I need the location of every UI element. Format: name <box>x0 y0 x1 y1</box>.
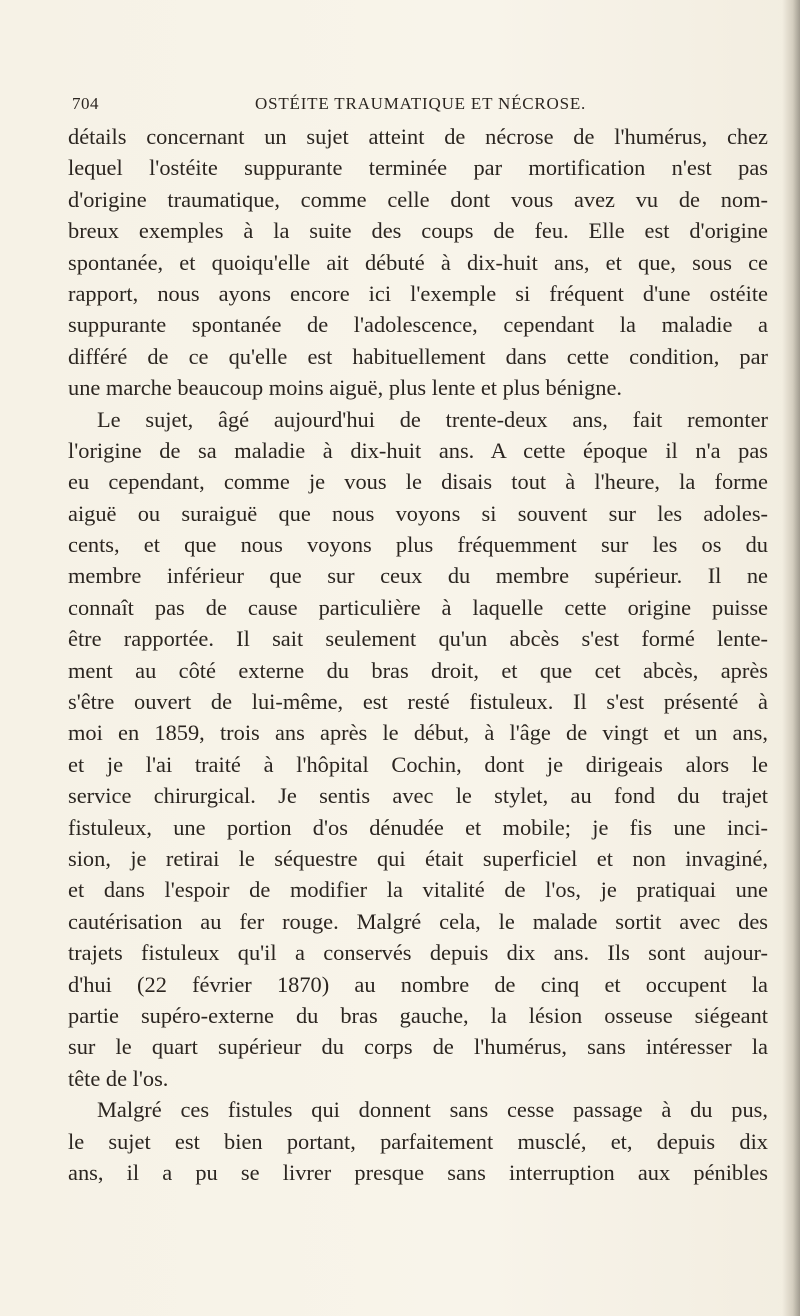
page-header <box>72 94 772 118</box>
text-line: sur le quart supérieur du corps de l'humérus, sans intéresser la <box>68 1034 768 1060</box>
page-edge-shadow <box>782 0 800 1316</box>
text-line: d'origine traumatique, comme celle dont vous avez vu de nom- <box>68 186 768 212</box>
text-line: service chirurgical. Je sentis avec le stylet, au fond du trajet <box>68 783 768 809</box>
text-line: une marche beaucoup moins aiguë, plus lente et plus bénigne. <box>68 375 623 401</box>
text-line: spontanée, et quoiqu'elle ait débuté à dix-huit ans, et que, sous ce <box>68 249 768 275</box>
text-line: tête de l'os. <box>68 1065 169 1091</box>
text-line: rapport, nous ayons encore ici l'exemple si fréquent d'une ostéite <box>68 280 768 306</box>
text-line: cautérisation au fer rouge. Malgré cela, le malade sortit avec des <box>68 908 768 934</box>
page-number: 704 <box>72 94 99 113</box>
text-line: ment au côté externe du bras droit, et que cet abcès, après <box>68 657 768 683</box>
text-line: fistuleux, une portion d'os dénudée et mobile; je fis une inci- <box>68 814 768 840</box>
text-line: détails concernant un sujet atteint de nécrose de l'humérus, chez <box>68 124 768 149</box>
text-line: et je l'ai traité à l'hôpital Cochin, dont je dirigeais alors le <box>68 751 768 777</box>
paragraph-first-line: Malgré ces fistules qui donnent sans cesse passage à du pus, <box>97 1097 768 1123</box>
text-line: connaît pas de cause particulière à laquelle cette origine puisse <box>68 594 768 620</box>
text-line: sion, je retirai le séquestre qui était superficiel et non invaginé, <box>68 845 768 871</box>
text-line: trajets fistuleux qu'il a conservés depuis dix ans. Ils sont aujour- <box>68 940 768 966</box>
text-line: suppurante spontanée de l'adolescence, cependant la maladie a <box>68 312 768 338</box>
running-title: OSTÉITE TRAUMATIQUE ET NÉCROSE. <box>255 94 587 113</box>
text-line: moi en 1859, trois ans après le début, à l'âge de vingt et un ans, <box>68 720 768 746</box>
paragraph-first-line: Le sujet, âgé aujourd'hui de trente-deux ans, fait remonter <box>97 406 768 432</box>
text-line: membre inférieur que sur ceux du membre supérieur. Il ne <box>68 563 768 589</box>
text-line: différé de ce qu'elle est habituellement dans cette condition, par <box>68 343 768 369</box>
text-line: partie supéro-externe du bras gauche, la lésion osseuse siégeant <box>68 1002 768 1028</box>
body-text <box>68 121 768 1188</box>
text-line: breux exemples à la suite des coups de feu. Elle est d'origine <box>68 218 768 244</box>
text-line: cents, et que nous voyons plus fréquemment sur les os du <box>68 532 768 558</box>
text-line: lequel l'ostéite suppurante terminée par mortification n'est pas <box>68 155 768 181</box>
text-line: le sujet est bien portant, parfaitement musclé, et, depuis dix <box>68 1128 768 1154</box>
text-line: eu cependant, comme je vous le disais tout à l'heure, la forme <box>68 469 768 495</box>
text-line: ans, il a pu se livrer presque sans interruption aux pénibles <box>68 1159 768 1185</box>
text-line: aiguë ou suraiguë que nous voyons si souvent sur les adoles- <box>68 500 768 526</box>
text-line: l'origine de sa maladie à dix-huit ans. A cette époque il n'a pas <box>68 437 768 463</box>
text-line: d'hui (22 février 1870) au nombre de cinq et occupent la <box>68 971 768 997</box>
text-line: s'être ouvert de lui-même, est resté fistuleux. Il s'est présenté à <box>68 689 768 715</box>
text-line: être rapportée. Il sait seulement qu'un abcès s'est formé lente- <box>68 626 768 652</box>
text-line: et dans l'espoir de modifier la vitalité de l'os, je pratiquai une <box>68 877 768 903</box>
